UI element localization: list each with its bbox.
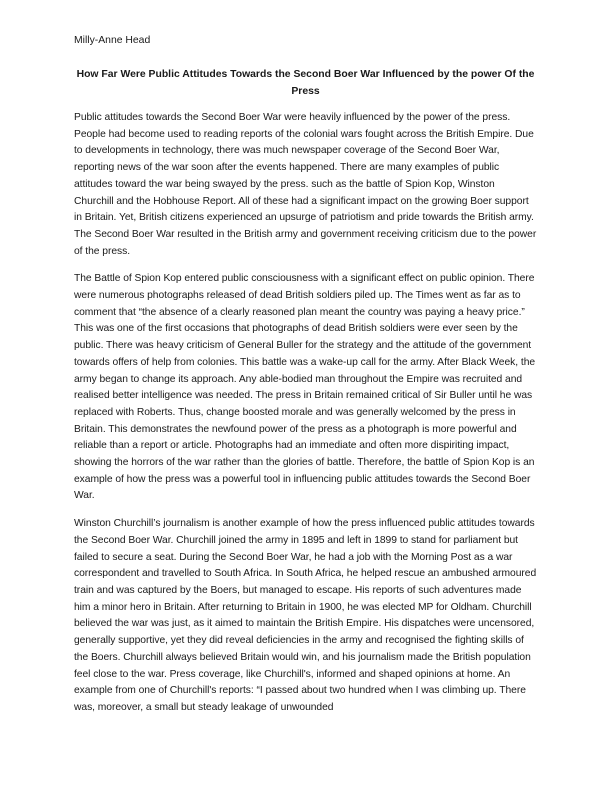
body-paragraph: Public attitudes towards the Second Boer War were heavily influenced by the power of the press. People had become used to reading reports of the colonial wars fought across the British Empire. Due to developments in technology, there was much newspaper coverage of the Second Boer War, reporting news of the war soon after the events happened. There are many examples of public attitudes toward the war being swayed by the press. such as the battle of Spion Kop, Winston Churchill and the Hobhouse Report. All of these had a significant impact on the growing Boer support in Britain. Yet, British citizens experienced an upsurge of patriotism and pride towards the British army. The Second Boer War resulted in the British army and government receiving criticism due to the power of the press. (74, 112, 537, 257)
body-paragraph: The Battle of Spion Kop entered public consciousness with a significant effect on public opinion. There were numerous photographs released of dead British soldiers piled up. The Times went as far as to comment that “the absence of a clearly reasoned plan meant the country was paying a heavy price.” This was one of the first occasions that photographs of dead British soldiers were ever seen by the public. There was heavy criticism of General Buller for the strategy and the attitude of the government towards offers of help from colonies. This battle was a wake-up call for the army. After Black Week, the army began to change its approach. Any able-bodied man throughout the Empire was recruited and realised better intelligence was needed. The press in Britain remained critical of Sir Buller until he was replaced with Roberts. Thus, change boosted morale and was generally welcomed by the press in Britain. This demonstrates the newfound power of the press as a photograph is more powerful and reliable than a report or article. Photographs had an immediate and often more dispiriting impact, showing the horrors of the war rather than the glories of battle. Therefore, the battle of Spion Kop is an example of how the press was a powerful tool in influencing public attitudes towards the Second Boer War. (74, 273, 536, 502)
author-name: Milly-Anne Head (74, 35, 151, 46)
document-title: How Far Were Public Attitudes Towards the Second Boer War Influenced by the power Of the Press (76, 69, 535, 97)
body-paragraph: Winston Churchill’s journalism is another example of how the press influenced public attitudes towards the Second Boer War. Churchill joined the army in 1895 and left in 1899 to stand for parliament but failed to secure a seat. During the Second Boer War, he had a job with the Morning Post as a war correspondent and travelled to South Africa. In South Africa, he helped rescue an ambushed armoured train and was captured by the Boers, but managed to escape. His reports of such adventures made him a minor hero in Britain. After returning to Britain in 1900, he was elected MP for Oldham. Churchill believed the war was just, as it aimed to maintain the British Empire. His dispatches were uncensored, generally supportive, yet they did reveal deficiencies in the army and recognised the fighting skills of the Boers. Churchill always believed Britain would win, and his journalism made the British population feel close to the war. Press coverage, like Churchill's, informed and shaped opinions at home. An example from one of Churchill's reports: “I passed about two hundred when I was climbing up. There was, moreover, a small but steady leakage of unwounded (74, 518, 537, 713)
